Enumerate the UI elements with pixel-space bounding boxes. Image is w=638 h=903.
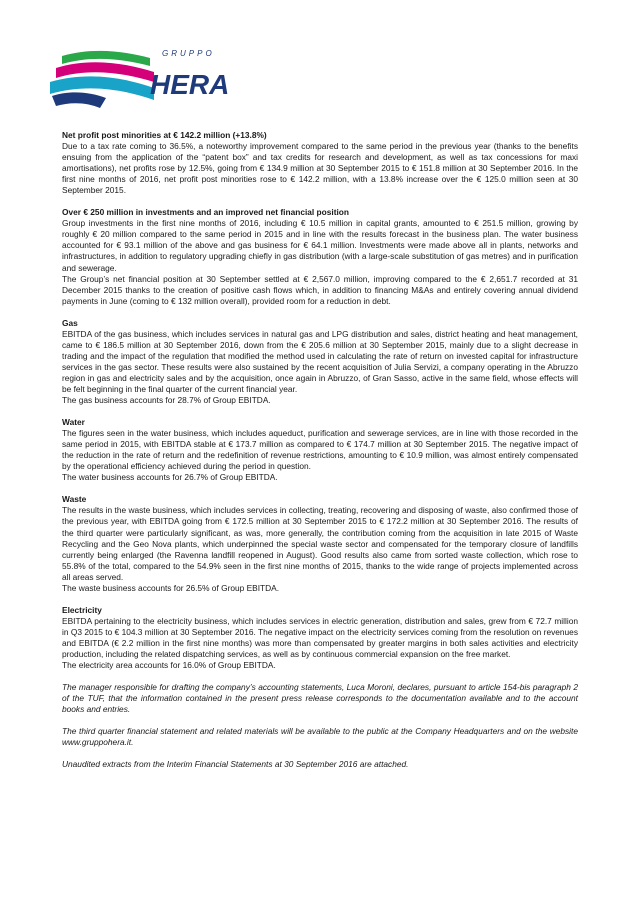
section-paragraph: The water business accounts for 26.7% of Group EBITDA. (62, 472, 278, 483)
logo-group-text: GRUPPO (162, 49, 215, 58)
section-water (62, 417, 578, 483)
section-paragraph: Due to a tax rate coming to 36.5%, a noteworthy improvement compared to the same period in the previous year (thanks to the benefits ensuing from the application of the “patent box” and tax credits for research and development, as well as tax concessions for maxi amortisations), net profits rose by 12.5%, going from € 134.9 million at 30 September 2015 to € 151.8 million at 30 September 2016. In the first nine months of 2016, net profit post minorities rose to € 142.2 million, with a 13.8% increase over the € 125.0 million seen at 30 September 2015. (62, 141, 578, 196)
section-paragraph: The results in the waste business, which includes services in collecting, treating, recovering and disposing of waste, also confirmed those of the previous year, with EBITDA going from € 172.5 million at 30 September 2015 to € 172.2 million at 30 September 2016. The results of the third quarter were particularly significant, as was, more generally, the contribution coming from the acquisition in late 2015 of Waste Recycling and the Geo Nova plants, which underpinned the special waste sector and compensated for the temporary closure of landfills currently being enlarged (the Ravenna landfill reopened in August). Good results also came from sorted waste collection, which rose to 55.8% of the total, compared to the 54.9% seen in the first nine months of 2015, thanks to the wide range of projects implemented across all areas served. (62, 505, 578, 582)
section-heading: Gas (62, 317, 78, 328)
section-paragraph: The electricity area accounts for 16.0% of Group EBITDA. (62, 660, 276, 671)
legal-notes (62, 682, 578, 770)
section-net-profit (62, 130, 578, 196)
section-heading: Over € 250 million in investments and an improved net financial position (62, 207, 349, 218)
section-heading: Net profit post minorities at € 142.2 million (+13.8%) (62, 130, 267, 140)
section-paragraph: The waste business accounts for 26.5% of Group EBITDA. (62, 582, 280, 593)
logo-brand-text: HERA (150, 69, 230, 100)
note-availability: The third quarter financial statement and related materials will be available to the public at the Company Headquarters and on the website www.gruppohera.it. (62, 726, 578, 748)
note-accounting-declaration: The manager responsible for drafting the company’s accounting statements, Luca Moroni, declares, pursuant to article 154-bis paragraph 2 of the TUF, that the information contained in the present press release corresponds to the documentation available and to the account books and entries. (62, 682, 578, 715)
section-gas (62, 318, 578, 406)
section-heading: Waste (62, 494, 87, 505)
section-paragraph: EBITDA of the gas business, which includes services in natural gas and LPG distribution and sales, district heating and heat management, came to € 186.5 million at 30 September 2016, down from the € 205.6 million at 30 September 2015, mainly due to a slight decrease in trading and the impact of the regulation that modified the method used in calculating the rate of return on invested capital for infrastructure services in the gas sector. These results were also sustained by the recent acquisition of Julia Servizi, a company operating in the Abruzzo region in gas and electricity sales and by the acquisition, once again in Abruzzo, of Gran Sasso, active in the same field, whose effects will be felt beginning in the final quarter of the current financial year. (62, 328, 578, 394)
section-paragraph: EBITDA pertaining to the electricity business, which includes services in electric generation, distribution and sales, grew from € 72.7 million in Q3 2015 to € 104.3 million at 30 September 2016. The negative impact on the electricity services coming from the resolution on revenues and EBITDA (€ 2.2 million in the first nine months) was more than compensated by greater margins in both sales activities and electricity production, including the related dispatching services, as well as by continuous commercial expansion on the free market. (62, 615, 578, 659)
section-paragraph: The figures seen in the water business, which includes aqueduct, purification and sewerage services, are in line with those recorded in the same period in 2015, with EBITDA stable at € 173.7 million as compared to € 174.7 million at 30 September 2015. The negative impact of the reduction in the rate of return and the redefinition of revenue restrictions, amounting to € 10.9 million, was almost entirely compensated by the operational efficiency achieved during the period in question. (62, 428, 578, 472)
section-paragraph: Group investments in the first nine months of 2016, including € 10.5 million in capital grants, amounted to € 251.5 million, growing by roughly € 20 million compared to the same period in 2015 and in line with the results forecast in the business plan. The water business accounted for € 93.1 million of the above and gas business for € 64.1 million. Investments were made above all in plants, networks and infrastructures, in addition to regulatory upgrading chiefly in gas distribution (with a large-scale substitution of gas metres) and in purification and sewerage. (62, 218, 578, 273)
section-electricity (62, 605, 578, 671)
section-waste (62, 494, 578, 593)
gruppo-hera-logo (50, 38, 230, 118)
section-heading: Water (62, 417, 85, 428)
section-investments (62, 207, 578, 306)
section-paragraph: The Group’s net financial position at 30 September settled at € 2,567.0 million, improving compared to the € 2,651.7 recorded at 31 December 2015 thanks to the creation of positive cash flows which, in addition to financing M&As and entirely covering annual dividend payments in June (coming to € 132 million overall), provided room for a reduction in debt. (62, 273, 578, 306)
section-heading: Electricity (62, 604, 102, 615)
press-release-body (62, 130, 578, 781)
note-attachments: Unaudited extracts from the Interim Financial Statements at 30 September 2016 are attached. (62, 759, 409, 770)
section-paragraph: The gas business accounts for 28.7% of Group EBITDA. (62, 395, 271, 406)
hera-logo-graphic (50, 38, 230, 118)
